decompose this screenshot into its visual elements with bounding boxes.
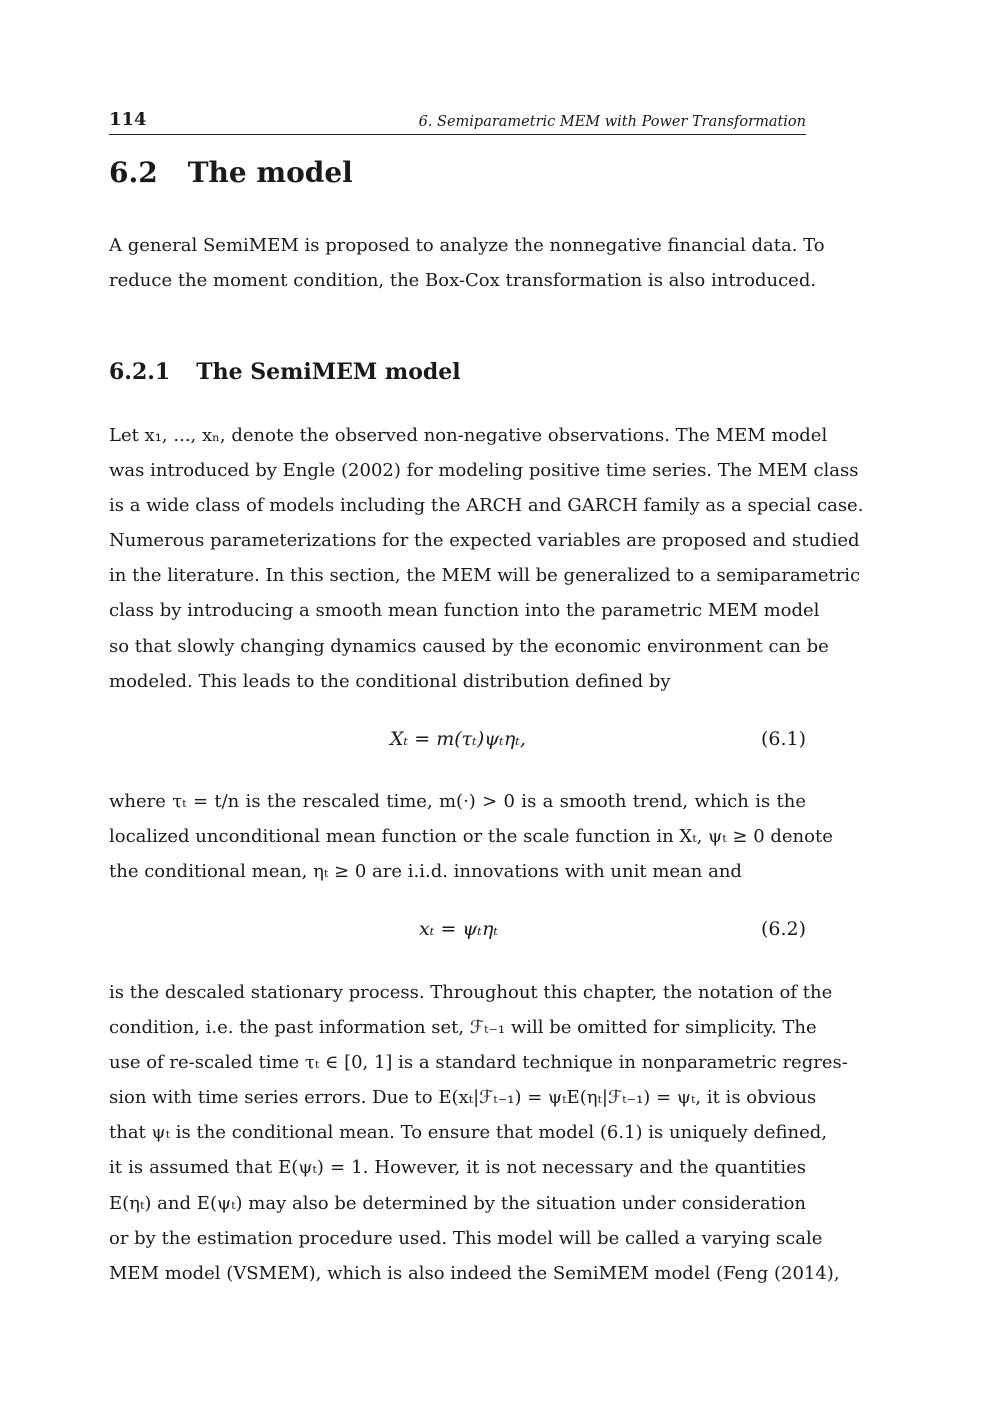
text-line: Let x₁, ..., xₙ, denote the observed non-negative observations. The MEM model (109, 425, 828, 446)
subsection-number: 6.2.1 (109, 359, 171, 385)
text-line: E(ηₜ) and E(ψₜ) may also be determined by the situation under consideration (109, 1192, 806, 1214)
text-line: was introduced by Engle (2002) for modeling positive time series. The MEM class (109, 460, 859, 482)
text-line: is a wide class of models including the ARCH and GARCH family as a special case. (109, 495, 864, 517)
text-line: A general SemiMEM is proposed to analyze the nonnegative financial data. To (109, 235, 825, 256)
intro-paragraph (109, 228, 825, 298)
paragraph-definitions (109, 784, 833, 889)
section-number: 6.2 (109, 156, 158, 189)
section-heading (109, 156, 353, 189)
page-number: 114 (109, 109, 147, 130)
text-line: it is assumed that E(ψₜ) = 1. However, it is not necessary and the quantities (109, 1157, 806, 1179)
text-line: Numerous parameterizations for the expected variables are proposed and studied (109, 530, 860, 552)
text-line: or by the estimation procedure used. This model will be called a varying scale (109, 1227, 823, 1249)
text-line: sion with time series errors. Due to E(xₜ|ℱₜ₋₁) = ψₜE(ηₜ|ℱₜ₋₁) = ψₜ, it is obvious (109, 1087, 817, 1109)
paragraph-mem-intro (109, 418, 864, 699)
text-line: where τₜ = t/n is the rescaled time, m(·) > 0 is a smooth trend, which is the (109, 791, 806, 812)
text-line: use of re-scaled time τₜ ∈ [0, 1] is a standard technique in nonparametric regres- (109, 1052, 848, 1074)
text-line: that ψₜ is the conditional mean. To ensure that model (6.1) is uniquely defined, (109, 1122, 828, 1144)
equation-6-1 (109, 728, 806, 764)
text-line: condition, i.e. the past information set, ℱₜ₋₁ will be omitted for simplicity. The (109, 1017, 817, 1039)
subsection-heading (109, 359, 461, 385)
text-line: reduce the moment condition, the Box-Cox transformation is also introduced. (109, 270, 817, 292)
text-line: so that slowly changing dynamics caused by the economic environment can be (109, 635, 829, 657)
text-line: localized unconditional mean function or the scale function in Xₜ, ψₜ ≥ 0 denote (109, 826, 833, 848)
equation-6-2 (109, 918, 806, 954)
paragraph-descaled-process (109, 975, 848, 1291)
equation-formula: xₜ = ψₜηₜ (419, 918, 499, 940)
text-line: in the literature. In this section, the MEM will be generalized to a semiparametric (109, 565, 861, 587)
subsection-title: The SemiMEM model (196, 359, 461, 385)
text-line: modeled. This leads to the conditional distribution defined by (109, 670, 671, 692)
text-line: the conditional mean, ηₜ ≥ 0 are i.i.d. innovations with unit mean and (109, 861, 742, 883)
equation-number: (6.1) (760, 728, 806, 750)
text-line: class by introducing a smooth mean function into the parametric MEM model (109, 600, 820, 622)
running-head (109, 108, 806, 135)
section-title: The model (187, 156, 353, 189)
equation-number: (6.2) (760, 918, 806, 940)
text-line: MEM model (VSMEM), which is also indeed the SemiMEM model (Feng (2014), (109, 1262, 840, 1284)
chapter-running-title: 6. Semiparametric MEM with Power Transformation (418, 114, 806, 130)
text-line: is the descaled stationary process. Throughout this chapter, the notation of the (109, 982, 833, 1003)
equation-formula: Xₜ = m(τₜ)ψₜηₜ, (390, 728, 526, 750)
